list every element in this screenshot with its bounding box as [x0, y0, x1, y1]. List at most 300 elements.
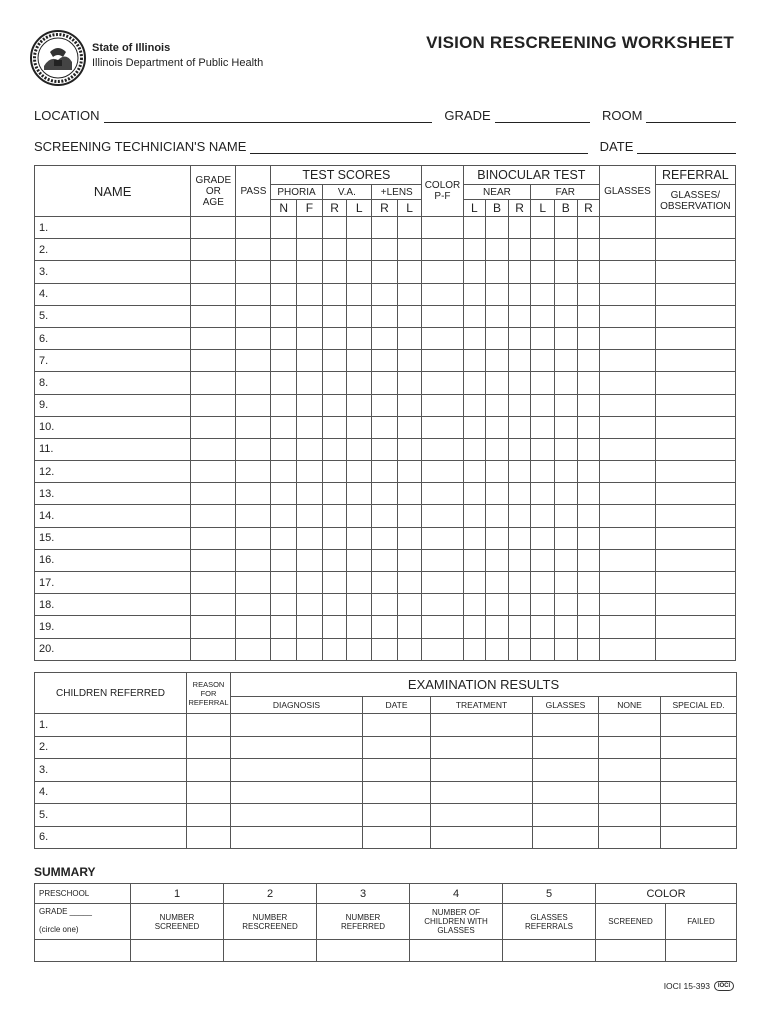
entry-cell[interactable]: [554, 283, 577, 305]
entry-cell[interactable]: [297, 594, 323, 616]
entry-cell[interactable]: [577, 438, 600, 460]
entry-cell[interactable]: [236, 461, 271, 483]
entry-cell[interactable]: [508, 394, 531, 416]
entry-cell[interactable]: [297, 572, 323, 594]
entry-cell[interactable]: [297, 549, 323, 571]
entry-cell[interactable]: [508, 438, 531, 460]
entry-cell[interactable]: [486, 350, 509, 372]
entry-cell[interactable]: [577, 572, 600, 594]
entry-cell[interactable]: [347, 527, 372, 549]
entry-cell[interactable]: [397, 616, 422, 638]
entry-cell[interactable]: [463, 572, 486, 594]
entry-cell[interactable]: [486, 438, 509, 460]
entry-cell[interactable]: [297, 394, 323, 416]
entry-cell[interactable]: [422, 483, 463, 505]
entry-cell[interactable]: [363, 804, 431, 827]
entry-cell[interactable]: [231, 714, 363, 737]
entry-cell[interactable]: [271, 327, 297, 349]
entry-cell[interactable]: [531, 217, 555, 239]
entry-cell[interactable]: [463, 327, 486, 349]
entry-cell[interactable]: [322, 350, 347, 372]
entry-cell[interactable]: [531, 594, 555, 616]
entry-cell[interactable]: [486, 239, 509, 261]
entry-cell[interactable]: [422, 549, 463, 571]
entry-cell[interactable]: [231, 826, 363, 849]
entry-cell[interactable]: [372, 572, 398, 594]
entry-cell[interactable]: [600, 394, 656, 416]
entry-cell[interactable]: [531, 283, 555, 305]
entry-cell[interactable]: [463, 394, 486, 416]
entry-cell[interactable]: [187, 759, 231, 782]
entry-cell[interactable]: [363, 781, 431, 804]
entry-cell[interactable]: [271, 461, 297, 483]
entry-cell[interactable]: [486, 461, 509, 483]
entry-cell[interactable]: [271, 594, 297, 616]
entry-cell[interactable]: [271, 549, 297, 571]
entry-cell[interactable]: [508, 549, 531, 571]
entry-cell[interactable]: [600, 327, 656, 349]
entry-cell[interactable]: [236, 327, 271, 349]
entry-cell[interactable]: [191, 483, 236, 505]
entry-cell[interactable]: [486, 572, 509, 594]
entry-cell[interactable]: [191, 438, 236, 460]
entry-cell[interactable]: [600, 305, 656, 327]
entry-cell[interactable]: [531, 549, 555, 571]
entry-cell[interactable]: [486, 505, 509, 527]
entry-cell[interactable]: [661, 826, 737, 849]
entry-cell[interactable]: [236, 483, 271, 505]
entry-cell[interactable]: [297, 616, 323, 638]
entry-cell[interactable]: [655, 239, 735, 261]
entry-cell[interactable]: [372, 527, 398, 549]
entry-cell[interactable]: [554, 461, 577, 483]
entry-cell[interactable]: [397, 283, 422, 305]
entry-cell[interactable]: [600, 505, 656, 527]
entry-cell[interactable]: [347, 549, 372, 571]
entry-cell[interactable]: [655, 327, 735, 349]
entry-cell[interactable]: [508, 305, 531, 327]
entry-cell[interactable]: [422, 416, 463, 438]
entry-cell[interactable]: [422, 438, 463, 460]
entry-cell[interactable]: [297, 305, 323, 327]
entry-cell[interactable]: [236, 505, 271, 527]
entry-cell[interactable]: [191, 283, 236, 305]
entry-cell[interactable]: [655, 394, 735, 416]
entry-cell[interactable]: [271, 438, 297, 460]
entry-cell[interactable]: [531, 505, 555, 527]
entry-cell[interactable]: [297, 483, 323, 505]
summary-entry-cell[interactable]: [131, 940, 224, 962]
entry-cell[interactable]: [463, 527, 486, 549]
entry-cell[interactable]: [297, 505, 323, 527]
entry-cell[interactable]: [577, 616, 600, 638]
entry-cell[interactable]: [271, 305, 297, 327]
entry-cell[interactable]: [655, 438, 735, 460]
entry-cell[interactable]: [422, 372, 463, 394]
entry-cell[interactable]: [236, 638, 271, 660]
entry-cell[interactable]: [187, 826, 231, 849]
entry-cell[interactable]: [271, 217, 297, 239]
entry-cell[interactable]: [422, 283, 463, 305]
entry-cell[interactable]: [533, 736, 599, 759]
entry-cell[interactable]: [531, 616, 555, 638]
entry-cell[interactable]: [347, 572, 372, 594]
entry-cell[interactable]: [577, 594, 600, 616]
entry-cell[interactable]: [577, 483, 600, 505]
entry-cell[interactable]: [531, 239, 555, 261]
entry-cell[interactable]: [554, 527, 577, 549]
entry-cell[interactable]: [508, 217, 531, 239]
entry-cell[interactable]: [191, 616, 236, 638]
entry-cell[interactable]: [577, 394, 600, 416]
entry-cell[interactable]: [191, 638, 236, 660]
entry-cell[interactable]: [372, 461, 398, 483]
entry-cell[interactable]: [531, 416, 555, 438]
entry-cell[interactable]: [347, 305, 372, 327]
entry-cell[interactable]: [347, 594, 372, 616]
entry-cell[interactable]: [508, 572, 531, 594]
entry-cell[interactable]: [322, 261, 347, 283]
entry-cell[interactable]: [655, 350, 735, 372]
entry-cell[interactable]: [322, 638, 347, 660]
entry-cell[interactable]: [554, 394, 577, 416]
entry-cell[interactable]: [363, 826, 431, 849]
entry-cell[interactable]: [322, 461, 347, 483]
entry-cell[interactable]: [322, 549, 347, 571]
entry-cell[interactable]: [191, 350, 236, 372]
entry-cell[interactable]: [508, 505, 531, 527]
entry-cell[interactable]: [431, 759, 533, 782]
summary-entry-cell[interactable]: [317, 940, 410, 962]
entry-cell[interactable]: [508, 527, 531, 549]
entry-cell[interactable]: [600, 483, 656, 505]
entry-cell[interactable]: [577, 461, 600, 483]
entry-cell[interactable]: [533, 714, 599, 737]
entry-cell[interactable]: [463, 372, 486, 394]
entry-cell[interactable]: [661, 714, 737, 737]
entry-cell[interactable]: [599, 781, 661, 804]
entry-cell[interactable]: [372, 261, 398, 283]
entry-cell[interactable]: [431, 714, 533, 737]
entry-cell[interactable]: [397, 305, 422, 327]
entry-cell[interactable]: [554, 261, 577, 283]
entry-cell[interactable]: [531, 305, 555, 327]
entry-cell[interactable]: [397, 549, 422, 571]
entry-cell[interactable]: [372, 483, 398, 505]
entry-cell[interactable]: [577, 549, 600, 571]
entry-cell[interactable]: [577, 372, 600, 394]
location-field[interactable]: [104, 111, 433, 123]
entry-cell[interactable]: [297, 416, 323, 438]
entry-cell[interactable]: [554, 549, 577, 571]
entry-cell[interactable]: [486, 416, 509, 438]
entry-cell[interactable]: [531, 483, 555, 505]
entry-cell[interactable]: [554, 239, 577, 261]
entry-cell[interactable]: [655, 283, 735, 305]
entry-cell[interactable]: [191, 572, 236, 594]
entry-cell[interactable]: [271, 239, 297, 261]
entry-cell[interactable]: [372, 594, 398, 616]
entry-cell[interactable]: [554, 483, 577, 505]
entry-cell[interactable]: [322, 327, 347, 349]
entry-cell[interactable]: [372, 283, 398, 305]
entry-cell[interactable]: [577, 217, 600, 239]
entry-cell[interactable]: [347, 283, 372, 305]
entry-cell[interactable]: [508, 283, 531, 305]
entry-cell[interactable]: [463, 350, 486, 372]
entry-cell[interactable]: [508, 261, 531, 283]
entry-cell[interactable]: [397, 261, 422, 283]
entry-cell[interactable]: [655, 372, 735, 394]
entry-cell[interactable]: [600, 438, 656, 460]
entry-cell[interactable]: [422, 594, 463, 616]
entry-cell[interactable]: [531, 638, 555, 660]
entry-cell[interactable]: [347, 327, 372, 349]
entry-cell[interactable]: [372, 394, 398, 416]
entry-cell[interactable]: [486, 616, 509, 638]
entry-cell[interactable]: [463, 416, 486, 438]
entry-cell[interactable]: [322, 416, 347, 438]
entry-cell[interactable]: [463, 283, 486, 305]
entry-cell[interactable]: [486, 638, 509, 660]
entry-cell[interactable]: [297, 372, 323, 394]
entry-cell[interactable]: [271, 261, 297, 283]
entry-cell[interactable]: [661, 759, 737, 782]
entry-cell[interactable]: [531, 394, 555, 416]
entry-cell[interactable]: [187, 736, 231, 759]
entry-cell[interactable]: [655, 616, 735, 638]
entry-cell[interactable]: [508, 327, 531, 349]
entry-cell[interactable]: [655, 549, 735, 571]
entry-cell[interactable]: [236, 283, 271, 305]
entry-cell[interactable]: [600, 572, 656, 594]
entry-cell[interactable]: [554, 594, 577, 616]
entry-cell[interactable]: [397, 438, 422, 460]
entry-cell[interactable]: [554, 505, 577, 527]
entry-cell[interactable]: [191, 372, 236, 394]
summary-entry-cell[interactable]: [596, 940, 666, 962]
entry-cell[interactable]: [397, 394, 422, 416]
entry-cell[interactable]: [236, 217, 271, 239]
entry-cell[interactable]: [463, 305, 486, 327]
entry-cell[interactable]: [397, 350, 422, 372]
entry-cell[interactable]: [463, 638, 486, 660]
entry-cell[interactable]: [347, 261, 372, 283]
entry-cell[interactable]: [231, 781, 363, 804]
entry-cell[interactable]: [599, 804, 661, 827]
entry-cell[interactable]: [577, 305, 600, 327]
entry-cell[interactable]: [271, 483, 297, 505]
entry-cell[interactable]: [271, 350, 297, 372]
entry-cell[interactable]: [486, 261, 509, 283]
entry-cell[interactable]: [655, 638, 735, 660]
entry-cell[interactable]: [297, 438, 323, 460]
entry-cell[interactable]: [372, 616, 398, 638]
entry-cell[interactable]: [554, 416, 577, 438]
entry-cell[interactable]: [363, 759, 431, 782]
entry-cell[interactable]: [322, 239, 347, 261]
entry-cell[interactable]: [322, 217, 347, 239]
entry-cell[interactable]: [463, 483, 486, 505]
entry-cell[interactable]: [463, 616, 486, 638]
entry-cell[interactable]: [347, 350, 372, 372]
entry-cell[interactable]: [372, 438, 398, 460]
entry-cell[interactable]: [397, 572, 422, 594]
entry-cell[interactable]: [397, 527, 422, 549]
entry-cell[interactable]: [577, 239, 600, 261]
summary-entry-cell[interactable]: [666, 940, 737, 962]
entry-cell[interactable]: [463, 549, 486, 571]
entry-cell[interactable]: [397, 461, 422, 483]
technician-field[interactable]: [250, 142, 587, 154]
entry-cell[interactable]: [271, 527, 297, 549]
entry-cell[interactable]: [600, 350, 656, 372]
entry-cell[interactable]: [422, 527, 463, 549]
entry-cell[interactable]: [271, 372, 297, 394]
entry-cell[interactable]: [422, 239, 463, 261]
entry-cell[interactable]: [347, 616, 372, 638]
entry-cell[interactable]: [271, 416, 297, 438]
entry-cell[interactable]: [655, 505, 735, 527]
entry-cell[interactable]: [236, 616, 271, 638]
entry-cell[interactable]: [508, 594, 531, 616]
entry-cell[interactable]: [397, 217, 422, 239]
entry-cell[interactable]: [191, 549, 236, 571]
entry-cell[interactable]: [347, 438, 372, 460]
entry-cell[interactable]: [347, 217, 372, 239]
entry-cell[interactable]: [463, 239, 486, 261]
entry-cell[interactable]: [422, 616, 463, 638]
entry-cell[interactable]: [372, 505, 398, 527]
entry-cell[interactable]: [372, 239, 398, 261]
entry-cell[interactable]: [655, 594, 735, 616]
entry-cell[interactable]: [508, 638, 531, 660]
entry-cell[interactable]: [397, 327, 422, 349]
entry-cell[interactable]: [187, 804, 231, 827]
entry-cell[interactable]: [422, 638, 463, 660]
entry-cell[interactable]: [422, 261, 463, 283]
entry-cell[interactable]: [372, 217, 398, 239]
entry-cell[interactable]: [577, 350, 600, 372]
entry-cell[interactable]: [322, 305, 347, 327]
entry-cell[interactable]: [577, 638, 600, 660]
entry-cell[interactable]: [191, 461, 236, 483]
entry-cell[interactable]: [191, 416, 236, 438]
entry-cell[interactable]: [322, 505, 347, 527]
entry-cell[interactable]: [191, 327, 236, 349]
entry-cell[interactable]: [577, 505, 600, 527]
entry-cell[interactable]: [297, 283, 323, 305]
entry-cell[interactable]: [661, 736, 737, 759]
entry-cell[interactable]: [322, 594, 347, 616]
entry-cell[interactable]: [600, 283, 656, 305]
entry-cell[interactable]: [347, 461, 372, 483]
entry-cell[interactable]: [271, 394, 297, 416]
entry-cell[interactable]: [486, 372, 509, 394]
entry-cell[interactable]: [600, 594, 656, 616]
entry-cell[interactable]: [422, 327, 463, 349]
entry-cell[interactable]: [463, 438, 486, 460]
entry-cell[interactable]: [655, 483, 735, 505]
entry-cell[interactable]: [508, 483, 531, 505]
entry-cell[interactable]: [655, 527, 735, 549]
entry-cell[interactable]: [422, 350, 463, 372]
entry-cell[interactable]: [431, 804, 533, 827]
entry-cell[interactable]: [236, 527, 271, 549]
entry-cell[interactable]: [271, 572, 297, 594]
entry-cell[interactable]: [236, 372, 271, 394]
entry-cell[interactable]: [236, 594, 271, 616]
entry-cell[interactable]: [554, 572, 577, 594]
entry-cell[interactable]: [397, 505, 422, 527]
entry-cell[interactable]: [577, 527, 600, 549]
entry-cell[interactable]: [486, 327, 509, 349]
entry-cell[interactable]: [554, 438, 577, 460]
entry-cell[interactable]: [600, 549, 656, 571]
entry-cell[interactable]: [236, 394, 271, 416]
entry-cell[interactable]: [372, 416, 398, 438]
entry-cell[interactable]: [600, 239, 656, 261]
entry-cell[interactable]: [655, 572, 735, 594]
summary-entry-cell[interactable]: [224, 940, 317, 962]
entry-cell[interactable]: [599, 759, 661, 782]
entry-cell[interactable]: [531, 572, 555, 594]
entry-cell[interactable]: [486, 549, 509, 571]
entry-cell[interactable]: [600, 217, 656, 239]
entry-cell[interactable]: [372, 549, 398, 571]
entry-cell[interactable]: [322, 394, 347, 416]
entry-cell[interactable]: [508, 416, 531, 438]
entry-cell[interactable]: [191, 305, 236, 327]
entry-cell[interactable]: [577, 327, 600, 349]
entry-cell[interactable]: [486, 594, 509, 616]
entry-cell[interactable]: [322, 372, 347, 394]
entry-cell[interactable]: [271, 616, 297, 638]
entry-cell[interactable]: [297, 350, 323, 372]
entry-cell[interactable]: [236, 438, 271, 460]
date-field[interactable]: [637, 142, 736, 154]
entry-cell[interactable]: [554, 350, 577, 372]
room-field[interactable]: [646, 111, 736, 123]
entry-cell[interactable]: [508, 350, 531, 372]
entry-cell[interactable]: [655, 416, 735, 438]
entry-cell[interactable]: [600, 527, 656, 549]
entry-cell[interactable]: [486, 217, 509, 239]
entry-cell[interactable]: [397, 239, 422, 261]
entry-cell[interactable]: [191, 394, 236, 416]
entry-cell[interactable]: [655, 261, 735, 283]
entry-cell[interactable]: [531, 372, 555, 394]
entry-cell[interactable]: [236, 261, 271, 283]
entry-cell[interactable]: [577, 261, 600, 283]
entry-cell[interactable]: [655, 305, 735, 327]
entry-cell[interactable]: [508, 616, 531, 638]
entry-cell[interactable]: [531, 327, 555, 349]
entry-cell[interactable]: [363, 736, 431, 759]
entry-cell[interactable]: [661, 781, 737, 804]
entry-cell[interactable]: [347, 239, 372, 261]
summary-entry-cell[interactable]: [35, 940, 131, 962]
entry-cell[interactable]: [554, 305, 577, 327]
entry-cell[interactable]: [372, 372, 398, 394]
entry-cell[interactable]: [297, 327, 323, 349]
entry-cell[interactable]: [347, 372, 372, 394]
entry-cell[interactable]: [533, 804, 599, 827]
entry-cell[interactable]: [531, 438, 555, 460]
entry-cell[interactable]: [236, 416, 271, 438]
entry-cell[interactable]: [397, 483, 422, 505]
entry-cell[interactable]: [372, 350, 398, 372]
